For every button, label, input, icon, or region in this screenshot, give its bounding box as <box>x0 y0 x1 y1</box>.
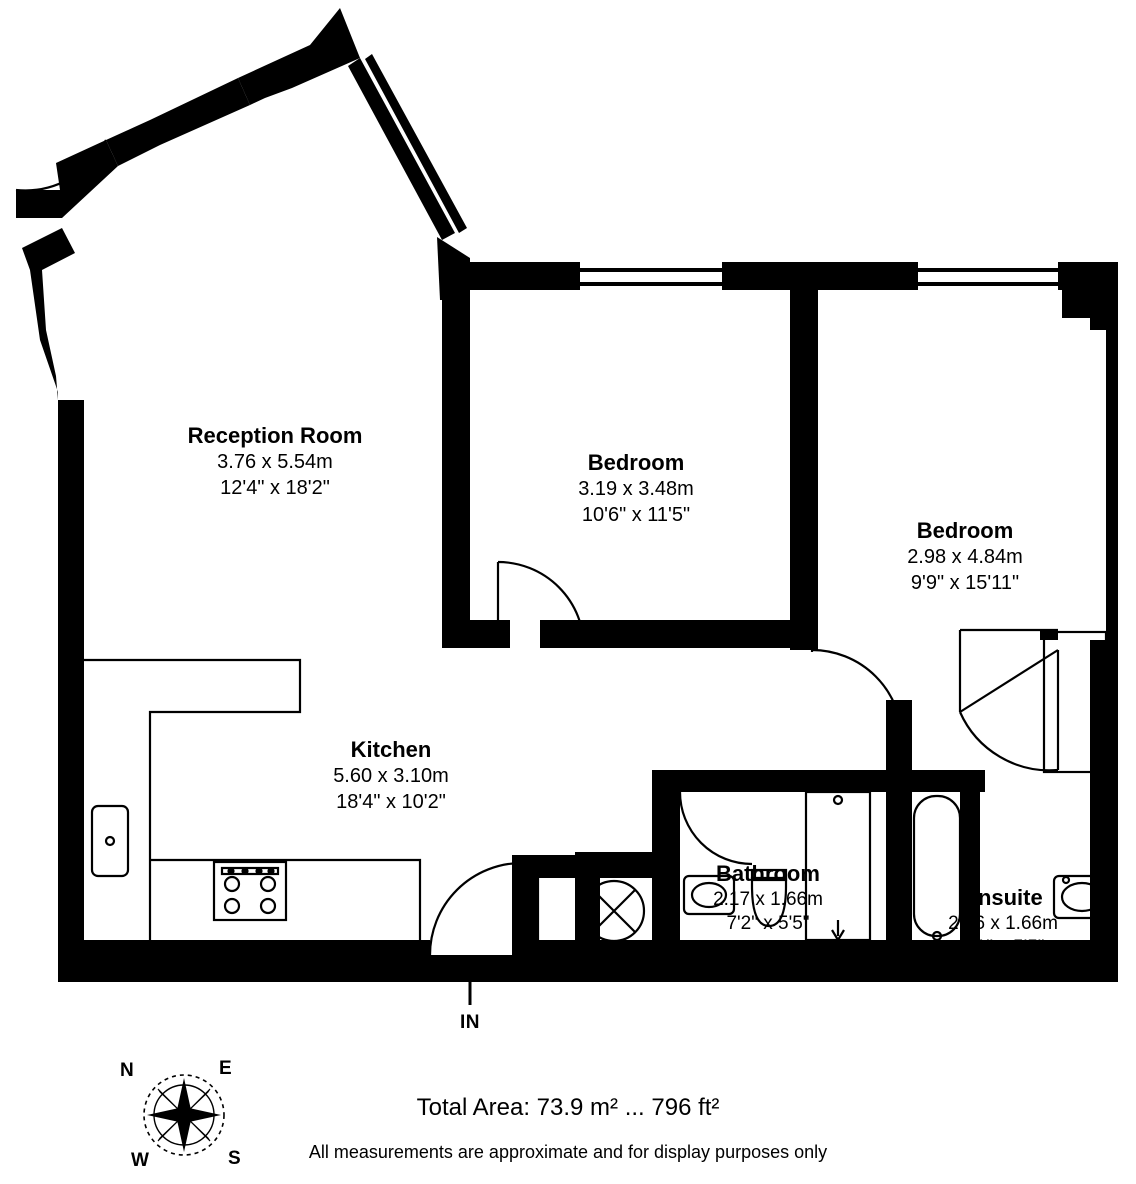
room-dimension-imperial: 18'4" x 10'2" <box>336 790 446 813</box>
room-name: Bedroom <box>916 518 1014 543</box>
room-label-bedroom-1 <box>578 449 694 528</box>
room-dimension-imperial: 12'4" x 18'2" <box>220 476 330 499</box>
room-dimension-metric: 2.98 x 4.84m <box>907 546 1023 569</box>
total-area-label: Total Area: 73.9 m² ... 796 ft² <box>416 1094 720 1121</box>
room-dimension-metric: 2.17 x 1.66m <box>713 889 823 911</box>
room-label-reception <box>188 422 363 501</box>
disclaimer-text: All measurements are approximate and for display purposes only <box>308 1142 828 1162</box>
room-name: Reception Room <box>187 423 363 448</box>
room-dimension-metric: 2.16 x 1.66m <box>948 913 1058 935</box>
room-dimension-imperial: 9'9" x 15'11" <box>910 571 1020 594</box>
walls <box>16 8 1118 982</box>
room-dimension-imperial: 7'1" x 5'5" <box>961 937 1045 959</box>
compass-west-label: W <box>131 1150 149 1171</box>
room-dimension-metric: 5.60 x 3.10m <box>333 765 449 788</box>
room-dimension-metric: 3.76 x 5.54m <box>217 451 333 474</box>
room-label-kitchen <box>333 736 449 815</box>
room-name: Bathroom <box>716 861 820 886</box>
compass-south-label: S <box>228 1148 241 1169</box>
room-dimension-imperial: 7'2" x 5'5" <box>726 913 810 935</box>
room-name: Kitchen <box>350 737 432 762</box>
room-label-bathroom <box>713 860 823 937</box>
entrance-label: IN <box>460 1012 480 1033</box>
room-dimension-metric: 3.19 x 3.48m <box>578 478 694 501</box>
compass-east-label: E <box>219 1058 232 1079</box>
room-name: Ensuite <box>963 885 1043 910</box>
compass-north-label: N <box>120 1060 134 1081</box>
room-label-bedroom-2 <box>907 517 1023 596</box>
room-name: Bedroom <box>587 450 685 475</box>
room-dimension-imperial: 10'6" x 11'5" <box>581 503 691 526</box>
room-label-ensuite <box>948 884 1058 961</box>
